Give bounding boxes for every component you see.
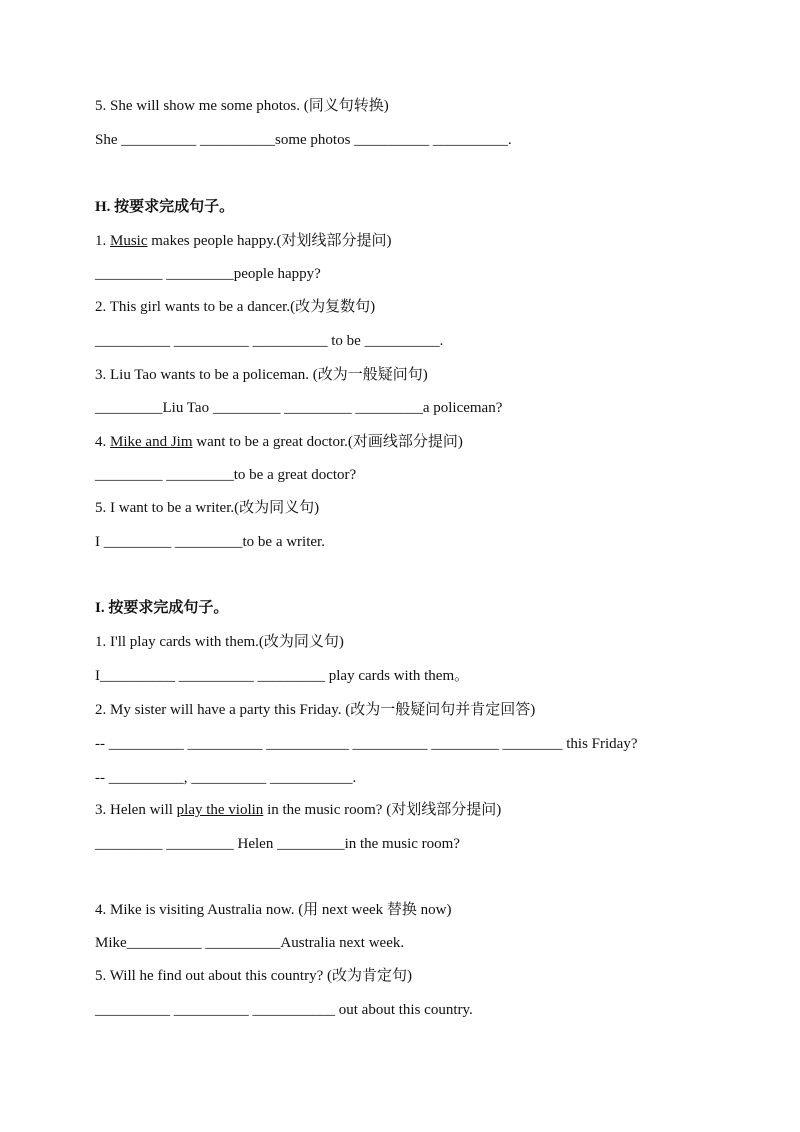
worksheet-line: 4. Mike and Jim want to be a great doctor.(对画线部分提问) (95, 434, 463, 450)
worksheet-line: __________ __________ ___________ out about this country. (95, 1002, 473, 1018)
worksheet-line: -- __________ __________ ___________ __________ _________ ________ this Friday? (95, 736, 638, 752)
worksheet-line: 1. I'll play cards with them.(改为同义句) (95, 634, 344, 650)
worksheet-line: 3. Helen will play the violin in the music room? (对划线部分提问) (95, 802, 502, 818)
worksheet-line: 5. Will he find out about this country? (改为肯定句) (95, 968, 412, 984)
worksheet-line: Mike__________ __________Australia next week. (95, 935, 405, 951)
underlined-phrase: play the violin (176, 802, 264, 818)
worksheet-line: _________ _________people happy? (95, 266, 321, 282)
section-heading: I. 按要求完成句子。 (95, 600, 229, 616)
worksheet-line: _________ _________ Helen _________in the music room? (95, 836, 460, 852)
worksheet-line: She __________ __________some photos __________ __________. (95, 132, 512, 148)
worksheet-line: 2. My sister will have a party this Friday. (改为一般疑问句并肯定回答) (95, 702, 536, 718)
worksheet-line: _________Liu Tao _________ _________ _________a policeman? (95, 400, 503, 416)
section-heading: H. 按要求完成句子。 (95, 199, 235, 215)
worksheet-line: __________ __________ __________ to be __________. (95, 333, 444, 349)
worksheet-line: I _________ _________to be a writer. (95, 534, 325, 550)
underlined-phrase: Music (110, 233, 148, 249)
worksheet-line: -- __________, __________ ___________. (95, 770, 357, 786)
worksheet-line: 2. This girl wants to be a dancer.(改为复数句) (95, 299, 376, 315)
worksheet-line: I__________ __________ _________ play cards with them。 (95, 668, 470, 684)
worksheet-line: 5. She will show me some photos. (同义句转换) (95, 98, 389, 114)
worksheet-line: 3. Liu Tao wants to be a policeman. (改为一般疑问句) (95, 367, 428, 383)
worksheet-line: 5. I want to be a writer.(改为同义句) (95, 500, 320, 516)
underlined-phrase: Mike and Jim (110, 434, 193, 450)
worksheet-line: _________ _________to be a great doctor? (95, 467, 357, 483)
worksheet-line: 4. Mike is visiting Australia now. (用 next week 替换 now) (95, 902, 452, 918)
worksheet-line: 1. Music makes people happy.(对划线部分提问) (95, 233, 392, 249)
